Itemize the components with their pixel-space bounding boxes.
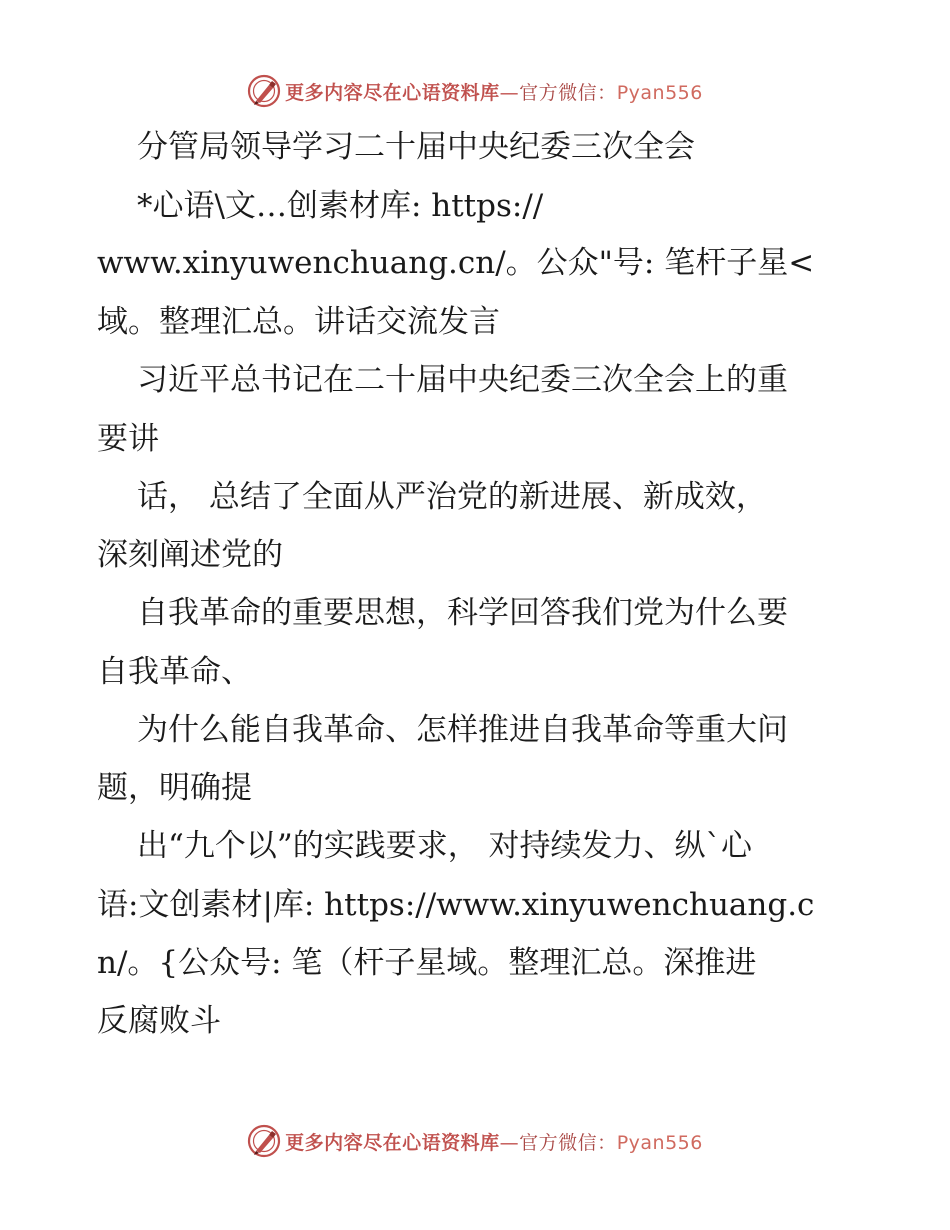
text-line: 域。整理汇总。讲话交流发言 bbox=[97, 304, 500, 340]
header-library-text: 更多内容尽在心语资料库 bbox=[285, 81, 500, 104]
text-line: 自我革命、 bbox=[97, 654, 252, 690]
footer-dash: — bbox=[499, 1131, 520, 1154]
footer-banner bbox=[0, 1121, 950, 1161]
text-line: 出“九个以”的实践要求， 对持续发力、纵`心 bbox=[137, 828, 753, 864]
text-line: 深刻阐述党的 bbox=[97, 537, 283, 573]
footer-wechat-label: 官方微信： bbox=[519, 1131, 617, 1154]
footer-library-text: 更多内容尽在心语资料库 bbox=[285, 1131, 500, 1154]
text-line: www.xinyuwenchuang.cn/。公众"号: 笔杆子星< bbox=[97, 245, 815, 281]
text-line: 习近平总书记在二十届中央纪委三次全会上的重 bbox=[137, 362, 788, 398]
pen-logo-icon bbox=[247, 74, 281, 108]
text-line: *心语\文…创素材库: https:// bbox=[137, 188, 544, 224]
header-banner bbox=[0, 71, 950, 111]
text-line: 自我革命的重要思想，科学回答我们党为什么要 bbox=[137, 595, 788, 631]
footer-banner-text bbox=[285, 1128, 703, 1155]
header-wechat-label: 官方微信： bbox=[519, 81, 617, 104]
text-line: 题，明确提 bbox=[97, 770, 252, 806]
pen-logo-icon bbox=[247, 1124, 281, 1158]
text-line: 要讲 bbox=[97, 421, 159, 457]
text-line: n/。{公众号: 笔（杆子星域。整理汇总。深推进 bbox=[97, 945, 757, 981]
text-line: 话， 总结了全面从严治党的新进展、新成效， bbox=[137, 479, 767, 515]
footer-wechat-id: Pyan556 bbox=[616, 1131, 703, 1154]
header-wechat-id: Pyan556 bbox=[616, 81, 703, 104]
header-dash: — bbox=[499, 81, 520, 104]
document-title: 分管局领导学习二十届中央纪委三次全会 bbox=[137, 129, 695, 165]
text-line: 反腐败斗 bbox=[97, 1003, 221, 1039]
text-line: 为什么能自我革命、怎样推进自我革命等重大问 bbox=[137, 712, 788, 748]
text-line: 语:文创素材|库: https://www.xinyuwenchuang.c bbox=[97, 887, 815, 923]
header-banner-text bbox=[285, 78, 703, 105]
